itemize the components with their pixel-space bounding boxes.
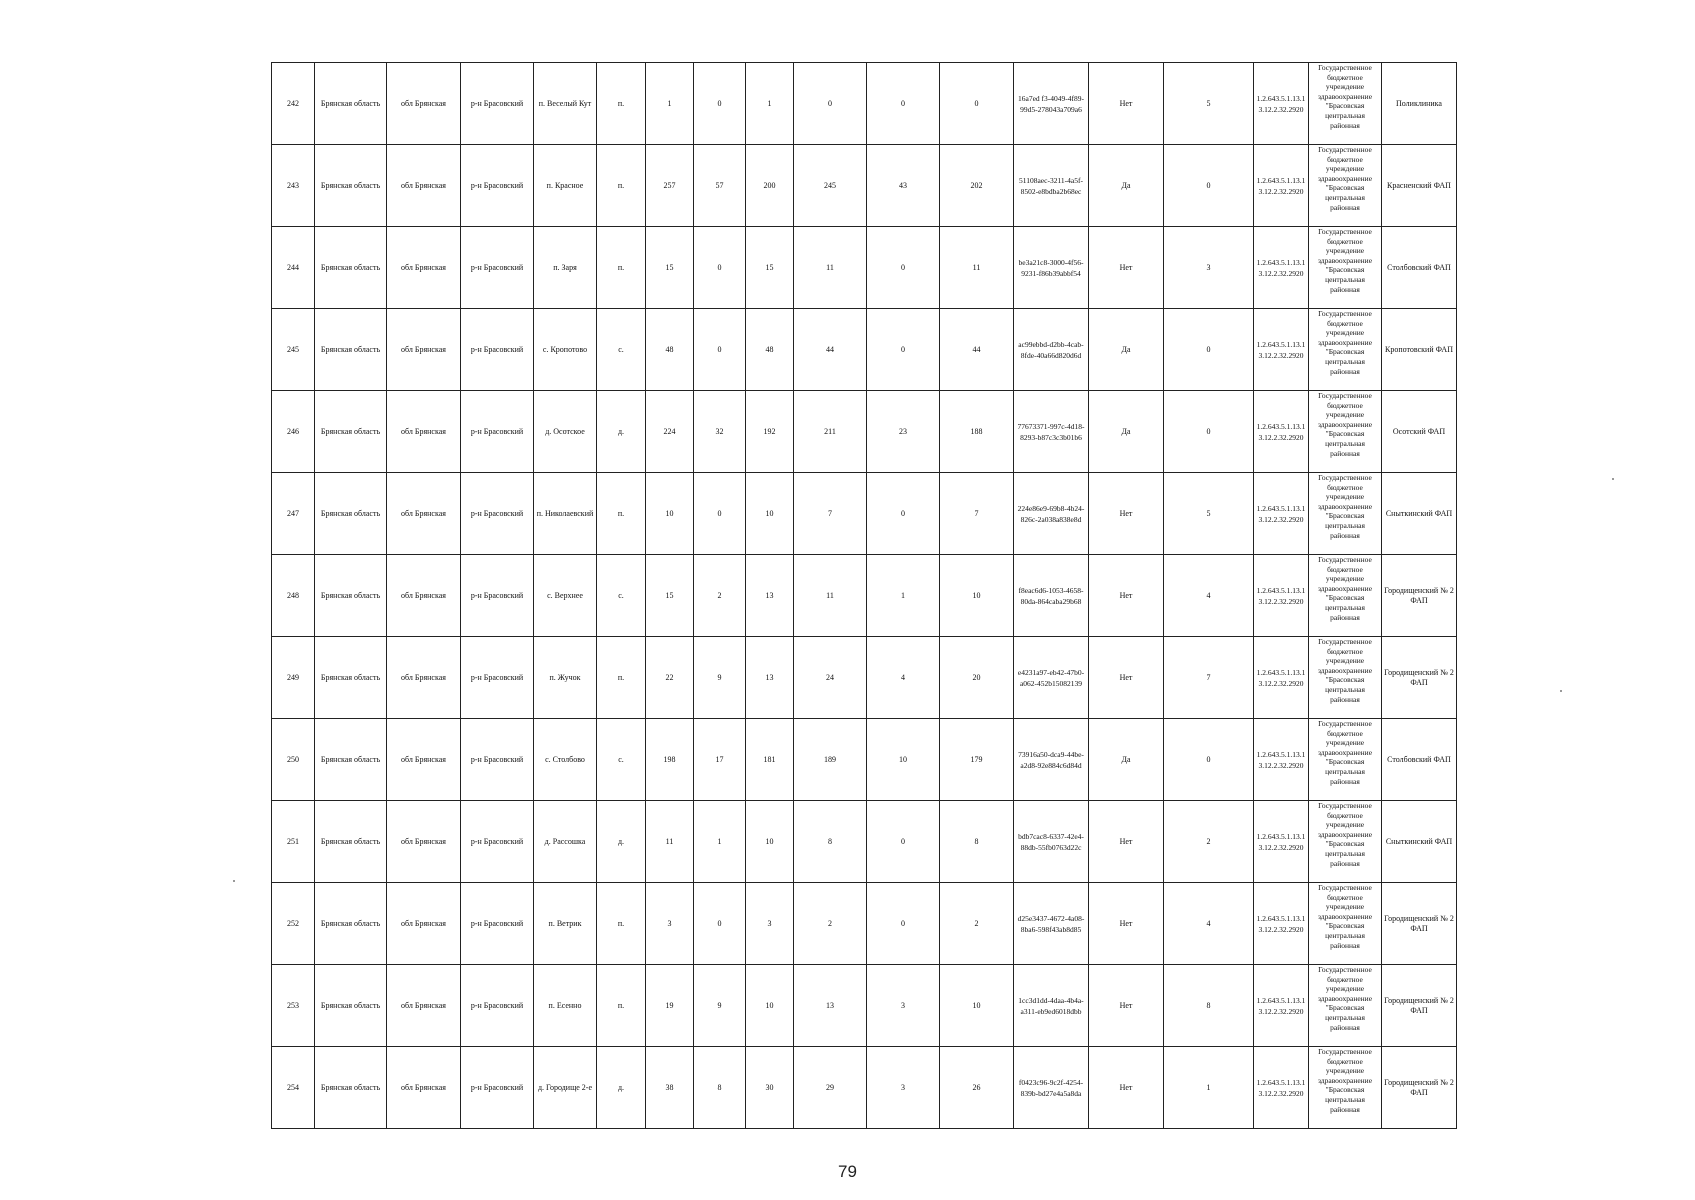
population-total-cell: 11 [646, 801, 694, 883]
district-cell: р-н Брасовский [461, 883, 534, 965]
population-total-cell: 224 [646, 391, 694, 473]
facility-name-cell: Городищенский № 2 ФАП [1382, 637, 1457, 719]
organization-name-cell: Государственное бюджетное учреждение здравоохранение "Брасовская центральная районная [1309, 965, 1382, 1047]
page-number: 79 [838, 1162, 857, 1181]
region-cell: Брянская область [315, 473, 387, 555]
population-adult-b-cell: 202 [940, 145, 1014, 227]
distance-km-cell: 8 [1164, 965, 1254, 1047]
organization-name-cell: Государственное бюджетное учреждение здравоохранение "Брасовская центральная районная [1309, 637, 1382, 719]
distance-km-cell: 4 [1164, 883, 1254, 965]
scan-speck [233, 880, 235, 882]
facility-name-cell: Кропотовский ФАП [1382, 309, 1457, 391]
settlement-name-cell: п. Веселый Кут [534, 63, 597, 145]
distance-km-cell: 5 [1164, 473, 1254, 555]
settlement-type-cell: д. [597, 801, 646, 883]
district-cell: р-н Брасовский [461, 1047, 534, 1129]
fias-guid-cell: e4231a97-eb42-47b0-a062-452b15082139 [1014, 637, 1089, 719]
population-a-cell: 9 [694, 637, 746, 719]
row-number-cell: 248 [272, 555, 315, 637]
population-total-cell: 3 [646, 883, 694, 965]
settlement-type-cell: п. [597, 227, 646, 309]
row-number-cell: 252 [272, 883, 315, 965]
distance-km-cell: 2 [1164, 801, 1254, 883]
population-adult-total-cell: 11 [794, 555, 867, 637]
population-a-cell: 1 [694, 801, 746, 883]
population-a-cell: 2 [694, 555, 746, 637]
table-row [272, 965, 1457, 1047]
population-b-cell: 13 [746, 637, 794, 719]
fias-guid-cell: 16a7ed f3-4049-4f89-99d5-278043a709a6 [1014, 63, 1089, 145]
table-row [272, 391, 1457, 473]
oid-code-cell: 1.2.643.5.1.13.13.12.2.32.2920 [1254, 1047, 1309, 1129]
row-number-cell: 253 [272, 965, 315, 1047]
population-adult-total-cell: 211 [794, 391, 867, 473]
facility-name-cell: Поликлиника [1382, 63, 1457, 145]
organization-name-cell: Государственное бюджетное учреждение здравоохранение "Брасовская центральная районная [1309, 473, 1382, 555]
fias-guid-cell: 224e86e9-69b8-4b24-826c-2a038a838e8d [1014, 473, 1089, 555]
region-cell: Брянская область [315, 719, 387, 801]
settlement-name-cell: п. Николаевский [534, 473, 597, 555]
region-cell: Брянская область [315, 227, 387, 309]
distance-km-cell: 5 [1164, 63, 1254, 145]
population-adult-total-cell: 0 [794, 63, 867, 145]
table-row [272, 883, 1457, 965]
oblast-cell: обл Брянская [387, 63, 461, 145]
population-adult-a-cell: 0 [867, 309, 940, 391]
population-b-cell: 181 [746, 719, 794, 801]
oblast-cell: обл Брянская [387, 965, 461, 1047]
region-cell: Брянская область [315, 391, 387, 473]
facility-name-cell: Столбовский ФАП [1382, 719, 1457, 801]
population-b-cell: 10 [746, 965, 794, 1047]
table-row [272, 145, 1457, 227]
region-cell: Брянская область [315, 145, 387, 227]
fias-guid-cell: ac99ebbd-d2bb-4cab-8fde-40a66d820d6d [1014, 309, 1089, 391]
population-adult-a-cell: 0 [867, 63, 940, 145]
district-cell: р-н Брасовский [461, 309, 534, 391]
district-cell: р-н Брасовский [461, 391, 534, 473]
district-cell: р-н Брасовский [461, 227, 534, 309]
scan-speck [1612, 478, 1614, 480]
population-adult-b-cell: 179 [940, 719, 1014, 801]
fias-guid-cell: 73916a50-dca9-44be-a2d8-92e884c6d84d [1014, 719, 1089, 801]
region-cell: Брянская область [315, 555, 387, 637]
population-a-cell: 32 [694, 391, 746, 473]
internet-available-cell: Нет [1089, 227, 1164, 309]
population-adult-total-cell: 245 [794, 145, 867, 227]
organization-name-cell: Государственное бюджетное учреждение здравоохранение "Брасовская центральная районная [1309, 145, 1382, 227]
settlement-type-cell: д. [597, 391, 646, 473]
table-row [272, 801, 1457, 883]
population-a-cell: 9 [694, 965, 746, 1047]
population-a-cell: 0 [694, 309, 746, 391]
fias-guid-cell: d25e3437-4672-4a08-8ba6-598f43ab8d85 [1014, 883, 1089, 965]
distance-km-cell: 1 [1164, 1047, 1254, 1129]
population-a-cell: 0 [694, 473, 746, 555]
settlement-type-cell: с. [597, 309, 646, 391]
internet-available-cell: Нет [1089, 637, 1164, 719]
oblast-cell: обл Брянская [387, 801, 461, 883]
population-adult-b-cell: 188 [940, 391, 1014, 473]
region-cell: Брянская область [315, 1047, 387, 1129]
table-row [272, 719, 1457, 801]
settlement-name-cell: д. Городище 2-е [534, 1047, 597, 1129]
table-row [272, 309, 1457, 391]
population-b-cell: 3 [746, 883, 794, 965]
population-total-cell: 257 [646, 145, 694, 227]
oblast-cell: обл Брянская [387, 555, 461, 637]
internet-available-cell: Да [1089, 391, 1164, 473]
population-adult-total-cell: 11 [794, 227, 867, 309]
table-row [272, 227, 1457, 309]
table-body [272, 63, 1457, 1129]
oid-code-cell: 1.2.643.5.1.13.13.12.2.32.2920 [1254, 637, 1309, 719]
row-number-cell: 249 [272, 637, 315, 719]
population-a-cell: 17 [694, 719, 746, 801]
population-b-cell: 10 [746, 801, 794, 883]
table-row [272, 637, 1457, 719]
region-cell: Брянская область [315, 63, 387, 145]
district-cell: р-н Брасовский [461, 555, 534, 637]
settlement-type-cell: п. [597, 883, 646, 965]
oid-code-cell: 1.2.643.5.1.13.13.12.2.32.2920 [1254, 473, 1309, 555]
population-total-cell: 1 [646, 63, 694, 145]
settlement-name-cell: п. Есенно [534, 965, 597, 1047]
oid-code-cell: 1.2.643.5.1.13.13.12.2.32.2920 [1254, 555, 1309, 637]
district-cell: р-н Брасовский [461, 63, 534, 145]
population-b-cell: 192 [746, 391, 794, 473]
facility-name-cell: Сныткинский ФАП [1382, 801, 1457, 883]
settlement-type-cell: п. [597, 637, 646, 719]
population-a-cell: 57 [694, 145, 746, 227]
table-row [272, 473, 1457, 555]
district-cell: р-н Брасовский [461, 145, 534, 227]
internet-available-cell: Нет [1089, 801, 1164, 883]
organization-name-cell: Государственное бюджетное учреждение здравоохранение "Брасовская центральная районная [1309, 801, 1382, 883]
settlement-name-cell: п. Ветрик [534, 883, 597, 965]
facility-name-cell: Городищенский № 2 ФАП [1382, 965, 1457, 1047]
population-adult-b-cell: 11 [940, 227, 1014, 309]
population-adult-total-cell: 8 [794, 801, 867, 883]
row-number-cell: 242 [272, 63, 315, 145]
table-row [272, 555, 1457, 637]
population-adult-b-cell: 10 [940, 555, 1014, 637]
oid-code-cell: 1.2.643.5.1.13.13.12.2.32.2920 [1254, 391, 1309, 473]
oid-code-cell: 1.2.643.5.1.13.13.12.2.32.2920 [1254, 883, 1309, 965]
population-b-cell: 48 [746, 309, 794, 391]
facility-name-cell: Столбовский ФАП [1382, 227, 1457, 309]
settlement-name-cell: с. Кропотово [534, 309, 597, 391]
organization-name-cell: Государственное бюджетное учреждение здравоохранение "Брасовская центральная районная [1309, 227, 1382, 309]
population-b-cell: 30 [746, 1047, 794, 1129]
settlement-name-cell: д. Рассошка [534, 801, 597, 883]
population-adult-b-cell: 2 [940, 883, 1014, 965]
internet-available-cell: Да [1089, 309, 1164, 391]
internet-available-cell: Да [1089, 719, 1164, 801]
population-adult-b-cell: 26 [940, 1047, 1014, 1129]
row-number-cell: 244 [272, 227, 315, 309]
organization-name-cell: Государственное бюджетное учреждение здравоохранение "Брасовская центральная районная [1309, 555, 1382, 637]
row-number-cell: 246 [272, 391, 315, 473]
district-cell: р-н Брасовский [461, 719, 534, 801]
population-b-cell: 200 [746, 145, 794, 227]
population-adult-a-cell: 0 [867, 227, 940, 309]
table-row [272, 63, 1457, 145]
oid-code-cell: 1.2.643.5.1.13.13.12.2.32.2920 [1254, 145, 1309, 227]
population-adult-total-cell: 13 [794, 965, 867, 1047]
population-adult-b-cell: 44 [940, 309, 1014, 391]
oid-code-cell: 1.2.643.5.1.13.13.12.2.32.2920 [1254, 63, 1309, 145]
row-number-cell: 251 [272, 801, 315, 883]
oblast-cell: обл Брянская [387, 637, 461, 719]
region-cell: Брянская область [315, 637, 387, 719]
region-cell: Брянская область [315, 883, 387, 965]
table-row [272, 1047, 1457, 1129]
settlement-name-cell: п. Заря [534, 227, 597, 309]
population-adult-a-cell: 0 [867, 883, 940, 965]
population-adult-a-cell: 23 [867, 391, 940, 473]
population-total-cell: 15 [646, 227, 694, 309]
oblast-cell: обл Брянская [387, 473, 461, 555]
population-total-cell: 10 [646, 473, 694, 555]
internet-available-cell: Нет [1089, 1047, 1164, 1129]
population-a-cell: 8 [694, 1047, 746, 1129]
internet-available-cell: Нет [1089, 555, 1164, 637]
internet-available-cell: Нет [1089, 63, 1164, 145]
organization-name-cell: Государственное бюджетное учреждение здравоохранение "Брасовская центральная районная [1309, 391, 1382, 473]
organization-name-cell: Государственное бюджетное учреждение здравоохранение "Брасовская центральная районная [1309, 1047, 1382, 1129]
fias-guid-cell: 77673371-997c-4d18-8293-b87c3c3b01b6 [1014, 391, 1089, 473]
region-cell: Брянская область [315, 965, 387, 1047]
region-cell: Брянская область [315, 801, 387, 883]
scan-speck [1560, 690, 1562, 692]
population-total-cell: 19 [646, 965, 694, 1047]
internet-available-cell: Нет [1089, 883, 1164, 965]
facility-name-cell: Городищенский № 2 ФАП [1382, 555, 1457, 637]
fias-guid-cell: f0423c96-9c2f-4254-839b-bd27e4a5a8da [1014, 1047, 1089, 1129]
row-number-cell: 247 [272, 473, 315, 555]
district-cell: р-н Брасовский [461, 637, 534, 719]
population-adult-a-cell: 1 [867, 555, 940, 637]
oid-code-cell: 1.2.643.5.1.13.13.12.2.32.2920 [1254, 719, 1309, 801]
district-cell: р-н Брасовский [461, 473, 534, 555]
population-adult-total-cell: 29 [794, 1047, 867, 1129]
population-adult-a-cell: 10 [867, 719, 940, 801]
internet-available-cell: Нет [1089, 473, 1164, 555]
population-adult-b-cell: 7 [940, 473, 1014, 555]
internet-available-cell: Да [1089, 145, 1164, 227]
fias-guid-cell: 51108aec-3211-4a5f-8502-e8bdba2b68ec [1014, 145, 1089, 227]
settlement-name-cell: д. Осотское [534, 391, 597, 473]
population-total-cell: 198 [646, 719, 694, 801]
distance-km-cell: 4 [1164, 555, 1254, 637]
oblast-cell: обл Брянская [387, 391, 461, 473]
population-adult-a-cell: 43 [867, 145, 940, 227]
settlement-type-cell: п. [597, 145, 646, 227]
oblast-cell: обл Брянская [387, 719, 461, 801]
settlement-name-cell: с. Столбово [534, 719, 597, 801]
population-adult-total-cell: 44 [794, 309, 867, 391]
population-adult-b-cell: 20 [940, 637, 1014, 719]
settlement-name-cell: с. Верхнее [534, 555, 597, 637]
row-number-cell: 250 [272, 719, 315, 801]
row-number-cell: 254 [272, 1047, 315, 1129]
fias-guid-cell: be3a21c8-3000-4f56-9231-f86b39abbf54 [1014, 227, 1089, 309]
oid-code-cell: 1.2.643.5.1.13.13.12.2.32.2920 [1254, 227, 1309, 309]
distance-km-cell: 7 [1164, 637, 1254, 719]
oblast-cell: обл Брянская [387, 309, 461, 391]
settlement-type-cell: д. [597, 1047, 646, 1129]
oblast-cell: обл Брянская [387, 883, 461, 965]
population-adult-total-cell: 24 [794, 637, 867, 719]
settlement-type-cell: с. [597, 555, 646, 637]
fias-guid-cell: bdb7cac8-6337-42e4-88db-55fb0763d22c [1014, 801, 1089, 883]
facility-name-cell: Городищенский № 2 ФАП [1382, 1047, 1457, 1129]
population-adult-a-cell: 0 [867, 473, 940, 555]
facility-name-cell: Сныткинский ФАП [1382, 473, 1457, 555]
facility-name-cell: Городищенский № 2 ФАП [1382, 883, 1457, 965]
distance-km-cell: 0 [1164, 719, 1254, 801]
settlements-table [271, 62, 1457, 1129]
oid-code-cell: 1.2.643.5.1.13.13.12.2.32.2920 [1254, 965, 1309, 1047]
internet-available-cell: Нет [1089, 965, 1164, 1047]
population-adult-a-cell: 3 [867, 1047, 940, 1129]
facility-name-cell: Красненский ФАП [1382, 145, 1457, 227]
settlement-name-cell: п. Красное [534, 145, 597, 227]
population-b-cell: 15 [746, 227, 794, 309]
region-cell: Брянская область [315, 309, 387, 391]
population-a-cell: 0 [694, 883, 746, 965]
population-total-cell: 48 [646, 309, 694, 391]
organization-name-cell: Государственное бюджетное учреждение здравоохранение "Брасовская центральная районная [1309, 719, 1382, 801]
population-adult-b-cell: 8 [940, 801, 1014, 883]
row-number-cell: 243 [272, 145, 315, 227]
population-adult-a-cell: 0 [867, 801, 940, 883]
population-adult-total-cell: 7 [794, 473, 867, 555]
oblast-cell: обл Брянская [387, 145, 461, 227]
oblast-cell: обл Брянская [387, 227, 461, 309]
population-adult-total-cell: 2 [794, 883, 867, 965]
row-number-cell: 245 [272, 309, 315, 391]
population-a-cell: 0 [694, 227, 746, 309]
population-total-cell: 22 [646, 637, 694, 719]
population-a-cell: 0 [694, 63, 746, 145]
population-adult-a-cell: 4 [867, 637, 940, 719]
population-b-cell: 10 [746, 473, 794, 555]
population-adult-b-cell: 0 [940, 63, 1014, 145]
district-cell: р-н Брасовский [461, 965, 534, 1047]
district-cell: р-н Брасовский [461, 801, 534, 883]
organization-name-cell: Государственное бюджетное учреждение здравоохранение "Брасовская центральная районная [1309, 883, 1382, 965]
facility-name-cell: Осотский ФАП [1382, 391, 1457, 473]
settlement-name-cell: п. Жучок [534, 637, 597, 719]
distance-km-cell: 0 [1164, 309, 1254, 391]
settlement-type-cell: п. [597, 63, 646, 145]
population-adult-b-cell: 10 [940, 965, 1014, 1047]
distance-km-cell: 3 [1164, 227, 1254, 309]
fias-guid-cell: f8eac6d6-1053-4658-80da-864caba29b68 [1014, 555, 1089, 637]
population-b-cell: 1 [746, 63, 794, 145]
distance-km-cell: 0 [1164, 391, 1254, 473]
distance-km-cell: 0 [1164, 145, 1254, 227]
population-b-cell: 13 [746, 555, 794, 637]
fias-guid-cell: 1cc3d1dd-4daa-4b4a-a311-eb9ed6018dbb [1014, 965, 1089, 1047]
oid-code-cell: 1.2.643.5.1.13.13.12.2.32.2920 [1254, 309, 1309, 391]
population-adult-a-cell: 3 [867, 965, 940, 1047]
population-total-cell: 15 [646, 555, 694, 637]
population-total-cell: 38 [646, 1047, 694, 1129]
organization-name-cell: Государственное бюджетное учреждение здравоохранение "Брасовская центральная районная [1309, 63, 1382, 145]
settlement-type-cell: п. [597, 965, 646, 1047]
settlement-type-cell: с. [597, 719, 646, 801]
oblast-cell: обл Брянская [387, 1047, 461, 1129]
population-adult-total-cell: 189 [794, 719, 867, 801]
oid-code-cell: 1.2.643.5.1.13.13.12.2.32.2920 [1254, 801, 1309, 883]
organization-name-cell: Государственное бюджетное учреждение здравоохранение "Брасовская центральная районная [1309, 309, 1382, 391]
settlement-type-cell: п. [597, 473, 646, 555]
